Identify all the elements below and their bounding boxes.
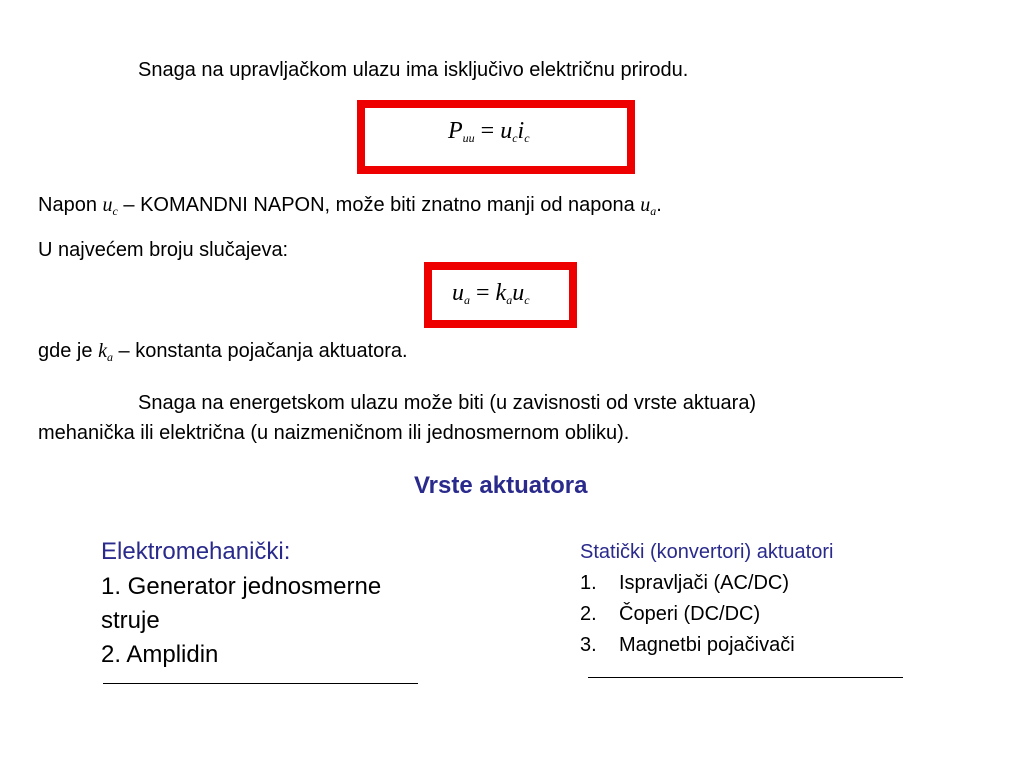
formula-gain-lhs: u: [452, 280, 464, 306]
formula-power-rhs1-sub: c: [512, 131, 518, 145]
gde-prefix: gde je: [38, 340, 99, 362]
gde-var-k: k: [98, 340, 107, 362]
napon-var-ua: u: [640, 194, 651, 216]
right-list-num-1: 1.: [580, 572, 597, 594]
formula-gain-rhs2-sub: c: [524, 293, 530, 307]
formula-gain-equals: =: [476, 280, 490, 306]
formula-power: [448, 118, 530, 146]
u-vecem-text: U najvećem broju slučajeva:: [38, 239, 289, 261]
formula-gain-rhs1: k: [495, 280, 507, 306]
gde-text: [38, 339, 408, 369]
napon-var-u: u: [102, 194, 113, 216]
napon-end: .: [656, 194, 662, 216]
section-title: Vrste aktuatora: [414, 472, 588, 499]
right-list-num-2: 2.: [580, 603, 597, 625]
gde-var-k-sub: a: [106, 350, 113, 364]
left-list-title: Elektromehanički:: [101, 538, 291, 565]
energetski-line2: mehanička ili električna (u naizmeničnom ili jednosmernom obliku).: [38, 422, 630, 444]
formula-gain-lhs-sub: a: [464, 293, 470, 307]
right-list-item-3: Magnetbi pojačivači: [619, 634, 795, 656]
formula-power-equals: =: [480, 118, 495, 144]
right-list-underline: [588, 677, 903, 678]
formula-gain-rhs1-sub: a: [506, 293, 513, 307]
right-list-item-1: Ispravljači (AC/DC): [619, 572, 790, 594]
napon-dash: –: [117, 194, 141, 216]
napon-middle: KOMANDNI NAPON, može biti znatno manji od napona: [140, 194, 641, 216]
left-list-item-2: 2. Amplidin: [101, 641, 219, 668]
formula-power-rhs2: i: [517, 118, 525, 144]
left-list-underline: [103, 683, 418, 684]
napon-prefix: Napon: [38, 194, 103, 216]
napon-text: [38, 193, 662, 223]
formula-power-lhs-sub: uu: [462, 131, 475, 145]
left-list-item-1-cont: struje: [101, 607, 160, 634]
right-list-num-3: 3.: [580, 634, 597, 656]
napon-var-u-sub: c: [112, 204, 118, 218]
formula-gain: [452, 280, 530, 308]
right-list-item-2: Čoperi (DC/DC): [619, 603, 761, 625]
left-list-item-1: 1. Generator jednosmerne: [101, 573, 382, 600]
energetski-line1: Snaga na energetskom ulazu može biti (u zavisnosti od vrste aktuara): [138, 392, 757, 414]
formula-power-rhs1: u: [500, 118, 513, 144]
napon-var-ua-sub: a: [650, 204, 657, 218]
gde-rest: – konstanta pojačanja aktuatora.: [112, 340, 408, 362]
formula-power-rhs2-sub: c: [524, 131, 530, 145]
formula-gain-rhs2: u: [512, 280, 525, 306]
intro-text: Snaga na upravljačkom ulazu ima isključivo električnu prirodu.: [138, 59, 689, 81]
formula-power-lhs: P: [448, 118, 463, 144]
right-list-title: Statički (konvertori) aktuatori: [580, 541, 834, 563]
